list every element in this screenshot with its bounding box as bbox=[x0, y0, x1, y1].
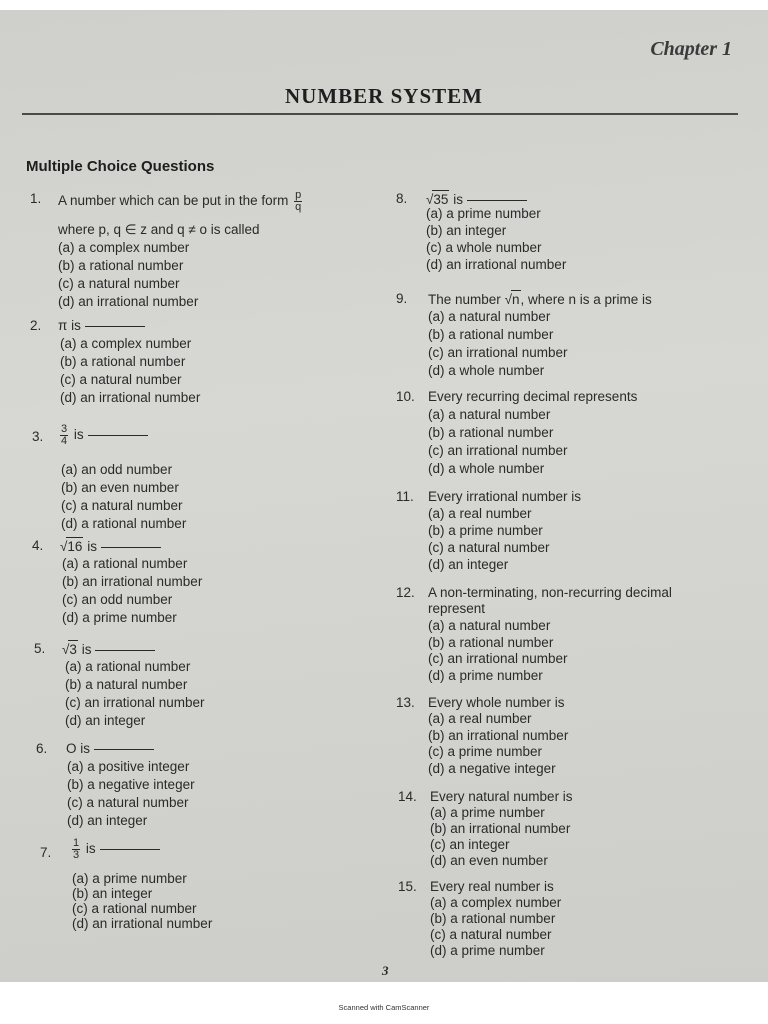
option-c: (c) a natural number bbox=[58, 276, 180, 291]
scanned-page bbox=[0, 10, 768, 982]
question-stem: is bbox=[453, 192, 463, 207]
option-a: (a) a complex number bbox=[430, 895, 562, 910]
fraction bbox=[294, 190, 302, 213]
option-a: (a) a natural number bbox=[428, 309, 551, 324]
option-a: (a) a complex number bbox=[58, 240, 190, 255]
option-c: (c) an odd number bbox=[62, 592, 173, 607]
option-a: (a) a real number bbox=[428, 506, 532, 521]
option-b: (b) a rational number bbox=[428, 327, 554, 342]
option-a: (a) a prime number bbox=[430, 805, 545, 820]
question-number: 3. bbox=[32, 429, 44, 444]
option-b: (b) an irrational number bbox=[430, 821, 571, 836]
option-c: (c) a natural number bbox=[60, 372, 182, 387]
sqrt-sign: √ bbox=[60, 539, 68, 554]
option-a: (a) a real number bbox=[428, 711, 532, 726]
question-7 bbox=[40, 838, 370, 948]
question-number: 12. bbox=[396, 585, 415, 600]
fraction-numerator: 1 bbox=[73, 837, 80, 849]
option-c: (c) an irrational number bbox=[428, 345, 568, 360]
option-d: (d) an integer bbox=[67, 813, 148, 828]
answer-blank bbox=[101, 547, 161, 548]
answer-blank bbox=[467, 200, 527, 201]
scanner-watermark: Scanned with CamScanner bbox=[338, 1003, 430, 1012]
question-number: 1. bbox=[30, 191, 42, 206]
option-a: (a) an odd number bbox=[61, 462, 173, 477]
question-6 bbox=[36, 740, 366, 832]
question-stem: is bbox=[85, 841, 96, 857]
question-10 bbox=[396, 388, 736, 480]
option-a: (a) a prime number bbox=[426, 206, 541, 221]
question-stem: Every whole number is bbox=[428, 695, 565, 710]
answer-blank bbox=[85, 326, 145, 327]
question-stem: is bbox=[81, 642, 92, 657]
option-b: (b) a prime number bbox=[428, 523, 543, 538]
option-a: (a) a rational number bbox=[62, 556, 188, 571]
option-b: (b) a negative integer bbox=[67, 777, 195, 792]
sqrt-radicand: 16 bbox=[67, 539, 83, 554]
option-d: (d) a whole number bbox=[428, 363, 545, 378]
option-c: (c) a whole number bbox=[426, 240, 542, 255]
page-number: 3 bbox=[382, 963, 389, 978]
question-11 bbox=[396, 488, 736, 580]
option-d: (d) an integer bbox=[428, 557, 509, 572]
question-stem: Every irrational number is bbox=[428, 489, 582, 504]
option-c: (c) an irrational number bbox=[428, 651, 568, 666]
option-b: (b) a rational number bbox=[428, 634, 554, 650]
option-d: (d) an irrational number bbox=[58, 294, 199, 309]
option-b: (b) a rational number bbox=[428, 425, 554, 440]
fraction-numerator: p bbox=[295, 189, 302, 201]
question-stem: is bbox=[73, 427, 84, 443]
sqrt-sign: √ bbox=[504, 292, 512, 307]
question-13 bbox=[396, 694, 736, 786]
option-c: (c) an irrational number bbox=[65, 695, 205, 710]
option-d: (d) an irrational number bbox=[426, 257, 567, 272]
option-a: (a) a positive integer bbox=[67, 759, 190, 774]
option-b: (b) an irrational number bbox=[62, 574, 203, 589]
question-stem: π is bbox=[58, 318, 81, 333]
sqrt-radicand: 3 bbox=[69, 642, 77, 657]
option-d: (d) a negative integer bbox=[428, 760, 556, 776]
fraction-denominator: q bbox=[295, 201, 302, 213]
question-number: 11. bbox=[396, 489, 414, 504]
option-d: (d) an irrational number bbox=[60, 390, 201, 405]
option-d: (d) a prime number bbox=[428, 667, 543, 683]
fraction-denominator: 3 bbox=[73, 849, 80, 861]
option-c: (c) a natural number bbox=[67, 795, 189, 810]
question-1 bbox=[30, 190, 360, 310]
question-number: 13. bbox=[396, 695, 415, 710]
option-b: (b) a natural number bbox=[65, 677, 188, 692]
question-9 bbox=[396, 290, 736, 382]
section-heading: Multiple Choice Questions bbox=[26, 158, 215, 175]
sqrt-sign: √ bbox=[62, 642, 70, 657]
question-stem: Every recurring decimal represents bbox=[428, 389, 638, 404]
fraction bbox=[60, 424, 68, 447]
option-d: (d) a rational number bbox=[61, 516, 187, 531]
question-3 bbox=[32, 424, 362, 534]
option-a: (a) a rational number bbox=[65, 659, 191, 674]
answer-blank bbox=[88, 435, 148, 436]
question-stem-continued: where p, q ∈ z and q ≠ o is called bbox=[58, 222, 260, 237]
option-d: (d) a prime number bbox=[62, 610, 177, 625]
question-stem: Every real number is bbox=[430, 879, 554, 894]
question-stem: The number bbox=[428, 292, 501, 307]
question-number: 10. bbox=[396, 389, 415, 404]
option-a: (a) a natural number bbox=[428, 618, 551, 633]
option-d: (d) a whole number bbox=[428, 461, 545, 476]
question-number: 9. bbox=[396, 291, 408, 306]
question-number: 8. bbox=[396, 191, 408, 206]
question-number: 14. bbox=[398, 789, 417, 804]
option-d: (d) an even number bbox=[430, 853, 548, 868]
option-c: (c) a natural number bbox=[430, 927, 552, 942]
option-b: (b) an even number bbox=[61, 480, 179, 495]
option-d: (d) an integer bbox=[65, 713, 146, 728]
fraction bbox=[72, 838, 80, 861]
answer-blank bbox=[100, 849, 160, 850]
question-5 bbox=[34, 640, 364, 732]
option-a: (a) a natural number bbox=[428, 407, 551, 422]
sqrt-radicand: n bbox=[511, 292, 520, 307]
fraction-numerator: 3 bbox=[61, 423, 68, 435]
chapter-label: Chapter 1 bbox=[650, 38, 732, 60]
question-4 bbox=[32, 537, 362, 629]
question-8 bbox=[396, 190, 736, 282]
question-number: 5. bbox=[34, 641, 46, 656]
question-stem-continued: , where n is a prime is bbox=[520, 292, 652, 307]
question-stem: A number which can be put in the form bbox=[58, 193, 289, 209]
answer-blank bbox=[94, 749, 154, 750]
question-stem-continued: represent bbox=[428, 601, 486, 616]
option-c: (c) an integer bbox=[430, 837, 510, 852]
option-b: (b) an irrational number bbox=[428, 727, 569, 743]
option-c: (c) a prime number bbox=[428, 744, 543, 759]
option-b: (b) a rational number bbox=[58, 258, 184, 273]
question-stem: O is bbox=[66, 741, 91, 756]
option-c: (c) a natural number bbox=[428, 540, 550, 555]
option-c: (c) a rational number bbox=[72, 901, 197, 916]
option-a: (a) a prime number bbox=[72, 871, 187, 886]
option-d: (d) a prime number bbox=[430, 943, 545, 958]
question-number: 6. bbox=[36, 741, 48, 756]
question-number: 7. bbox=[40, 845, 52, 860]
fraction-denominator: 4 bbox=[61, 435, 68, 447]
question-number: 15. bbox=[398, 879, 417, 894]
question-stem: is bbox=[87, 539, 97, 554]
question-number: 2. bbox=[30, 318, 42, 333]
question-15 bbox=[398, 878, 738, 970]
option-a: (a) a complex number bbox=[60, 336, 192, 351]
option-d: (d) an irrational number bbox=[72, 916, 213, 931]
title-rule bbox=[22, 113, 738, 115]
page-title: NUMBER SYSTEM bbox=[285, 84, 483, 108]
option-c: (c) a natural number bbox=[61, 498, 183, 513]
option-b: (b) a rational number bbox=[430, 911, 556, 926]
answer-blank bbox=[95, 650, 155, 651]
sqrt-radicand: 35 bbox=[433, 192, 449, 207]
question-stem: A non-terminating, non-recurring decimal bbox=[428, 585, 672, 600]
option-c: (c) an irrational number bbox=[428, 443, 568, 458]
question-number: 4. bbox=[32, 538, 44, 553]
question-14 bbox=[398, 788, 738, 880]
option-b: (b) an integer bbox=[426, 223, 507, 238]
question-12 bbox=[396, 584, 736, 694]
sqrt-sign: √ bbox=[426, 192, 434, 207]
question-2 bbox=[30, 317, 360, 409]
option-b: (b) a rational number bbox=[60, 354, 186, 369]
option-b: (b) an integer bbox=[72, 886, 153, 901]
question-stem: Every natural number is bbox=[430, 789, 573, 804]
